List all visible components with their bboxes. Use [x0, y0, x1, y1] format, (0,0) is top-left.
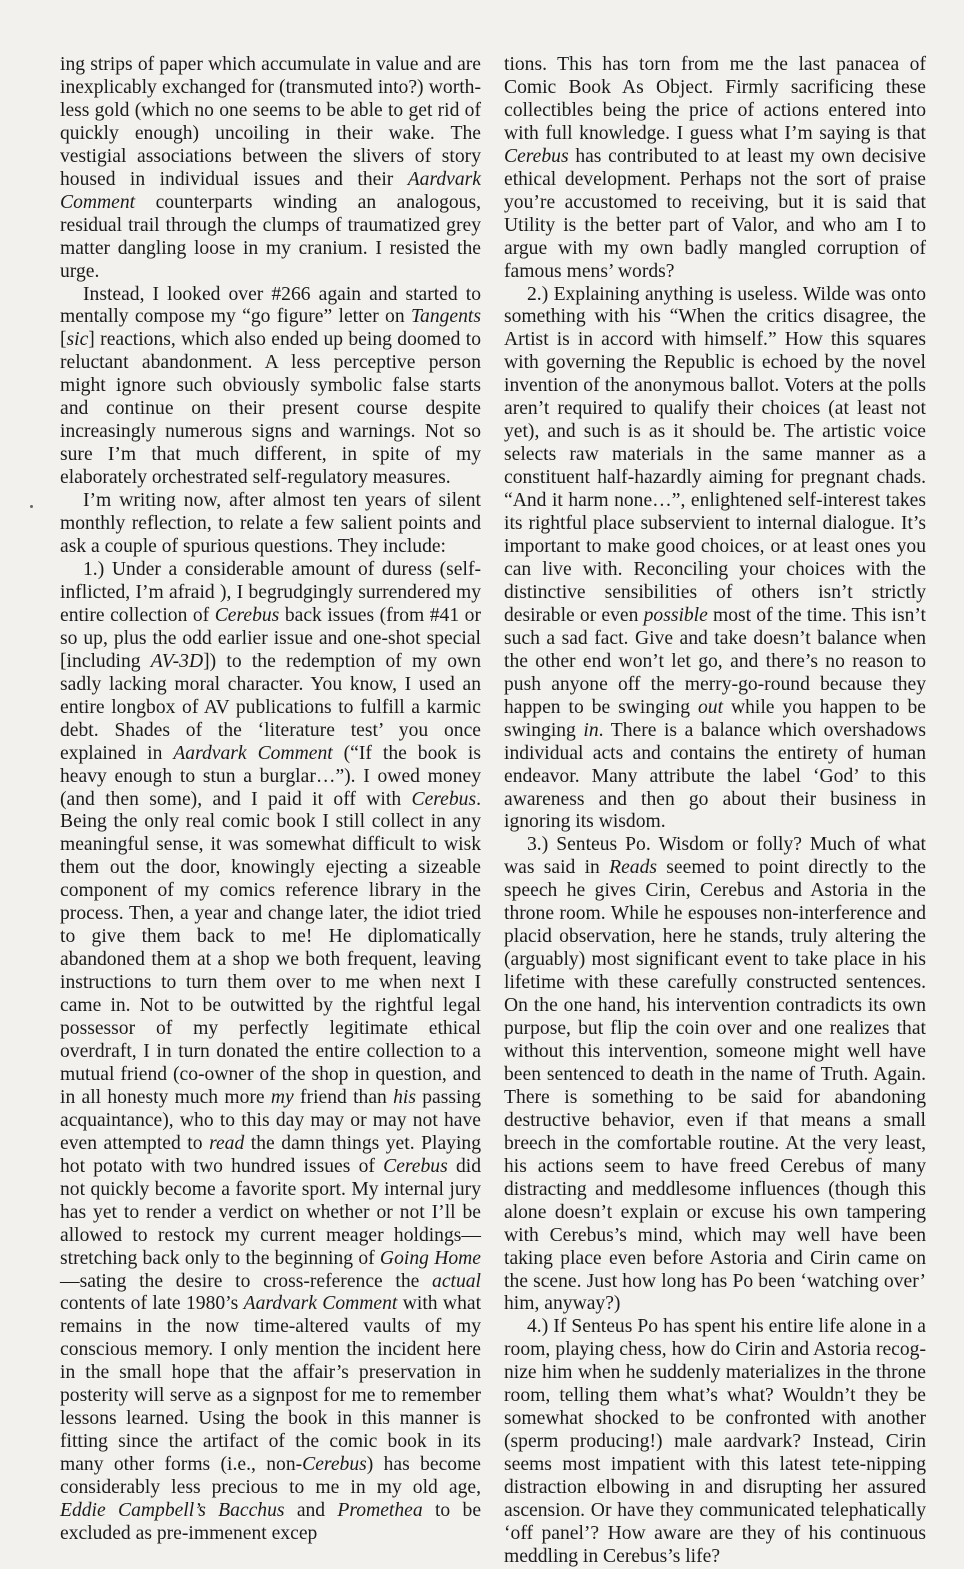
right-text-column [504, 54, 926, 1569]
left-text-column [60, 54, 481, 1546]
paragraph: 3.) Senteus Po. Wisdom or folly? Much of what was said in Reads seemed to point directly to the speech he gives Cirin, Cerebus and Astoria in the throne room. While he espouses non-interference and placid observation, here he stands, truly altering the (arguably) most significant event to take place in his lifetime with these carefully constructed sentences. On the one hand, his intervention contradicts its own purpose, but flip the coin over and one realizes that without this intervention, someone might well have been sentenced to death in the name of Truth. Again. There is something to be said for abandoning destructive behavior, even if that means a small breech in the comfortable routine. At the very least, his actions seem to have freed Cerebus of many distracting and meddlesome influences (though this alone doesn’t explain or excuse his own tampering with Cerebus’s mind, which may well have been taking place even before Astoria and Cirin came on the scene. Just how long has Po been ‘watching over’ him, anyway?) [504, 834, 926, 1315]
paragraph: 1.) Under a considerable amount of duress (self-inflicted, I’m afraid ), I begrudgingly surrendered my entire collection of Cerebus back issues (from #41 or so up, plus the odd earlier issue and one-shot special [including AV-3D]) to the redemption of my own sadly lacking moral character. You know, I used an entire longbox of AV publications to fulfill a karmic debt. Shades of the ‘literature test’ you once explained in Aardvark Comment (“If the book is heavy enough to stun a burglar…”). I owed money (and then some), and I paid it off with Cerebus. Being the only real comic book I still collect in any meaningful sense, it was somewhat difficult to wisk them out the door, knowingly ejecting a sizeable component of my comics reference library in the process. Then, a year and change later, the idiot tried to give them back to me! He diplomatically abandoned them at a shop we both frequent, leaving instructions to turn them over to me when next I came in. Not to be outwitted by the rightful legal possessor of my perfectly legitimate ethical overdraft, I in turn donated the entire collection to a mutual friend (co-owner of the shop in question, and in all honesty much more my friend than his passing acquaintance), who to this day may or may not have even attempted to read the damn things yet. Playing hot potato with two hundred issues of Cerebus did not quickly become a favorite sport. My internal jury has yet to render a verdict on whether or not I’ll be allowed to restock my current meager holdings—stretching back only to the beginning of Going Home—sating the desire to cross-reference the actual contents of late 1980’s Aardvark Comment with what remains in the now time-altered vaults of my conscious memory. I only mention the incident here in the small hope that the affair’s preservation in posterity will serve as a signpost for me to remember lessons learned. Using the book in this manner is fitting since the artifact of the comic book in its many other forms (i.e., non-Cerebus) has become considerably less precious to me in my old age, Eddie Campbell’s Bacchus and Promethea to be excluded as pre-immenent excep [60, 558, 482, 1544]
paragraph: Instead, I looked over #266 again and started to mentally compose my “go figure” letter on Tangents [sic] reactions, which also ended up being doomed to reluctant abandonment. A less perceptive person might ignore such obviously symbolic false starts and continue on their present course despite increasingly numerous signs and warnings. Not so sure I’m that much different, in spite of my elaborately orchestrated self-regulatory measures. [60, 283, 481, 489]
paragraph: tions. This has torn from me the last panacea of Comic Book As Object. Firmly sacrificing these collectibles being the price of actions entered into with full knowledge. I guess what I’m saying is that Cerebus has contributed to at least my own decisive ethical development. Perhaps not the sort of praise you’re accustomed to receiving, but it is said that Utility is the better part of Valor, and who am I to argue with my own badly mangled corruption of famous mens’ words? [504, 54, 926, 282]
paragraph: 4.) If Senteus Po has spent his entire life alone in a room, playing chess, how do Cirin and Astoria recognize him when he suddenly materializes in the throne room, telling them what’s what? Wouldn’t they be somewhat shocked to be confronted with another (sperm producing!) male aardvark? Instead, Cirin seems most impatient with this latest tete-nipping distraction elbowing in and disrupting her assured ascension. Or have they communicated telephatically ‘off panel’? How aware are they of his continuous meddling in Cerebus’s life? [504, 1316, 926, 1567]
paragraph: ing strips of paper which accumulate in value and are inexplicably exchanged for (transmuted into?) worthless gold (which no one seems to be able to get rid of quickly enough) uncoiling in their wake. The vestigial associations between the slivers of story housed in individual issues and their Aardvark Comment counterparts winding an analogous, residual trail through the clumps of traumatized grey matter dangling loose in my cranium. I resisted the urge. [60, 54, 481, 282]
print-speck [30, 505, 33, 508]
paragraph: 2.) Explaining anything is useless. Wilde was onto something with his “When the critics disagree, the Artist is in accord with himself.” How this squares with governing the Republic is echoed by the novel invention of the anonymous ballot. Voters at the polls aren’t required to qualify their choices (at least not yet), and such is as it should be. The artistic voice selects raw materials in the same manner as a constituent half-hazardly aiming for pregnant chads. “And it harm none…”, enlightened self-interest takes its rightful place subservient to internal dialogue. It’s important to make good choices, or at least ones you can live with. Reconciling your choices with the distinctive sensibilities of others isn’t strictly desirable or even possible most of the time. This isn’t such a sad fact. Give and take doesn’t balance when the other end won’t let go, and there’s no reason to push anyone off the merry-go-round because they happen to be swinging out while you happen to be swinging in. There is a balance which overshadows individual acts and contains the entirety of human endeavor. Many attribute the label ‘God’ to this awareness and then go about their business in ignoring its wisdom. [504, 283, 926, 833]
paragraph: I’m writing now, after almost ten years of silent monthly reflection, to relate a few salient points and ask a couple of spurious questions. They include: [60, 490, 481, 558]
